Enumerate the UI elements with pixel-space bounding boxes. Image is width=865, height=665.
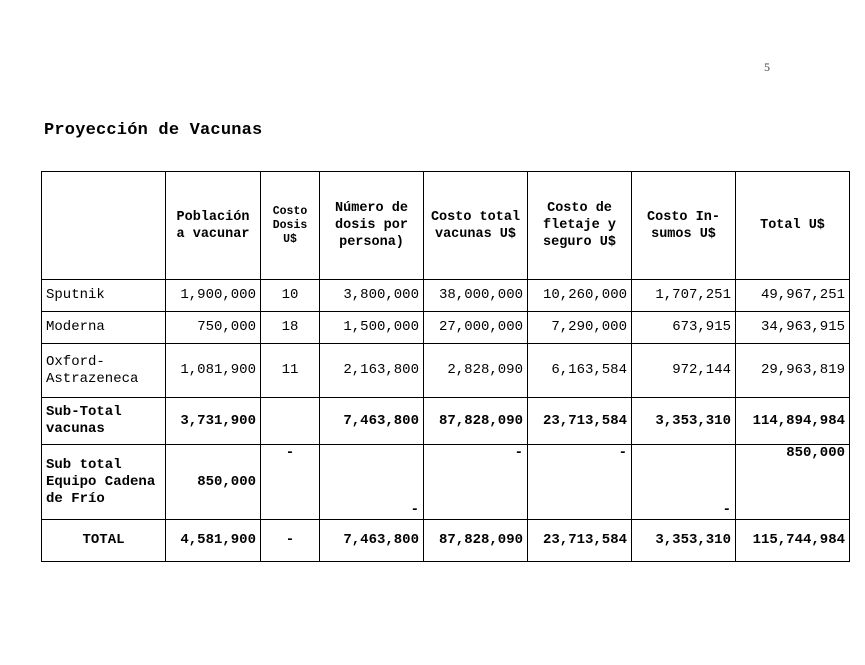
table-header-row [42, 172, 850, 280]
page-number: 5 [764, 60, 770, 74]
cell-total: 850,000 [736, 445, 850, 520]
cell-poblacion: 750,000 [166, 312, 261, 344]
row-label: TOTAL [42, 520, 166, 562]
row-label: Oxford-Astrazeneca [42, 344, 166, 398]
header-costo-dosis: Costo Dosis U$ [261, 172, 320, 280]
cell-costo-fletaje: 23,713,584 [528, 398, 632, 445]
header-costo-total: Costo total vacunas U$ [424, 172, 528, 280]
vaccine-projection-table [41, 171, 850, 562]
header-poblacion: Población a vacunar [166, 172, 261, 280]
header-empty [42, 172, 166, 280]
header-numero-dosis: Número de dosis por persona) [320, 172, 424, 280]
cell-costo-dosis: 18 [261, 312, 320, 344]
cell-poblacion: 850,000 [166, 445, 261, 520]
document-title: Proyección de Vacunas [44, 121, 263, 140]
cell-costo-total: 87,828,090 [424, 398, 528, 445]
cell-costo-insumos: 3,353,310 [632, 520, 736, 562]
header-total: Total U$ [736, 172, 850, 280]
cell-costo-fletaje: - [528, 445, 632, 520]
cell-costo-fletaje: 23,713,584 [528, 520, 632, 562]
cell-costo-dosis: - [261, 445, 320, 520]
cell-numero-dosis: - [320, 445, 424, 520]
table-row [42, 312, 850, 344]
cell-costo-dosis [261, 398, 320, 445]
cell-costo-dosis: 11 [261, 344, 320, 398]
cell-costo-insumos: - [632, 445, 736, 520]
cell-poblacion: 4,581,900 [166, 520, 261, 562]
header-costo-fletaje: Costo de fletaje y seguro U$ [528, 172, 632, 280]
cell-numero-dosis: 7,463,800 [320, 520, 424, 562]
subtotal-row [42, 445, 850, 520]
subtotal-row [42, 398, 850, 445]
header-costo-insumos: Costo In- sumos U$ [632, 172, 736, 280]
row-label: Sputnik [42, 280, 166, 312]
cell-poblacion: 1,081,900 [166, 344, 261, 398]
cell-costo-dosis: - [261, 520, 320, 562]
cell-poblacion: 1,900,000 [166, 280, 261, 312]
cell-costo-total: 87,828,090 [424, 520, 528, 562]
cell-numero-dosis: 2,163,800 [320, 344, 424, 398]
row-label: Sub total Equipo Cadena de Frío [42, 445, 166, 520]
cell-costo-fletaje: 7,290,000 [528, 312, 632, 344]
cell-total: 29,963,819 [736, 344, 850, 398]
cell-costo-total: 27,000,000 [424, 312, 528, 344]
cell-numero-dosis: 7,463,800 [320, 398, 424, 445]
cell-costo-total: - [424, 445, 528, 520]
cell-costo-dosis: 10 [261, 280, 320, 312]
row-label: Moderna [42, 312, 166, 344]
cell-numero-dosis: 3,800,000 [320, 280, 424, 312]
row-label: Sub-Total vacunas [42, 398, 166, 445]
cell-costo-fletaje: 6,163,584 [528, 344, 632, 398]
total-row [42, 520, 850, 562]
table-row [42, 280, 850, 312]
cell-costo-insumos: 673,915 [632, 312, 736, 344]
table-row [42, 344, 850, 398]
cell-poblacion: 3,731,900 [166, 398, 261, 445]
cell-total: 49,967,251 [736, 280, 850, 312]
cell-total: 34,963,915 [736, 312, 850, 344]
cell-costo-insumos: 3,353,310 [632, 398, 736, 445]
cell-costo-fletaje: 10,260,000 [528, 280, 632, 312]
cell-costo-total: 38,000,000 [424, 280, 528, 312]
cell-numero-dosis: 1,500,000 [320, 312, 424, 344]
cell-costo-insumos: 972,144 [632, 344, 736, 398]
cell-total: 115,744,984 [736, 520, 850, 562]
cell-total: 114,894,984 [736, 398, 850, 445]
cell-costo-insumos: 1,707,251 [632, 280, 736, 312]
cell-costo-total: 2,828,090 [424, 344, 528, 398]
